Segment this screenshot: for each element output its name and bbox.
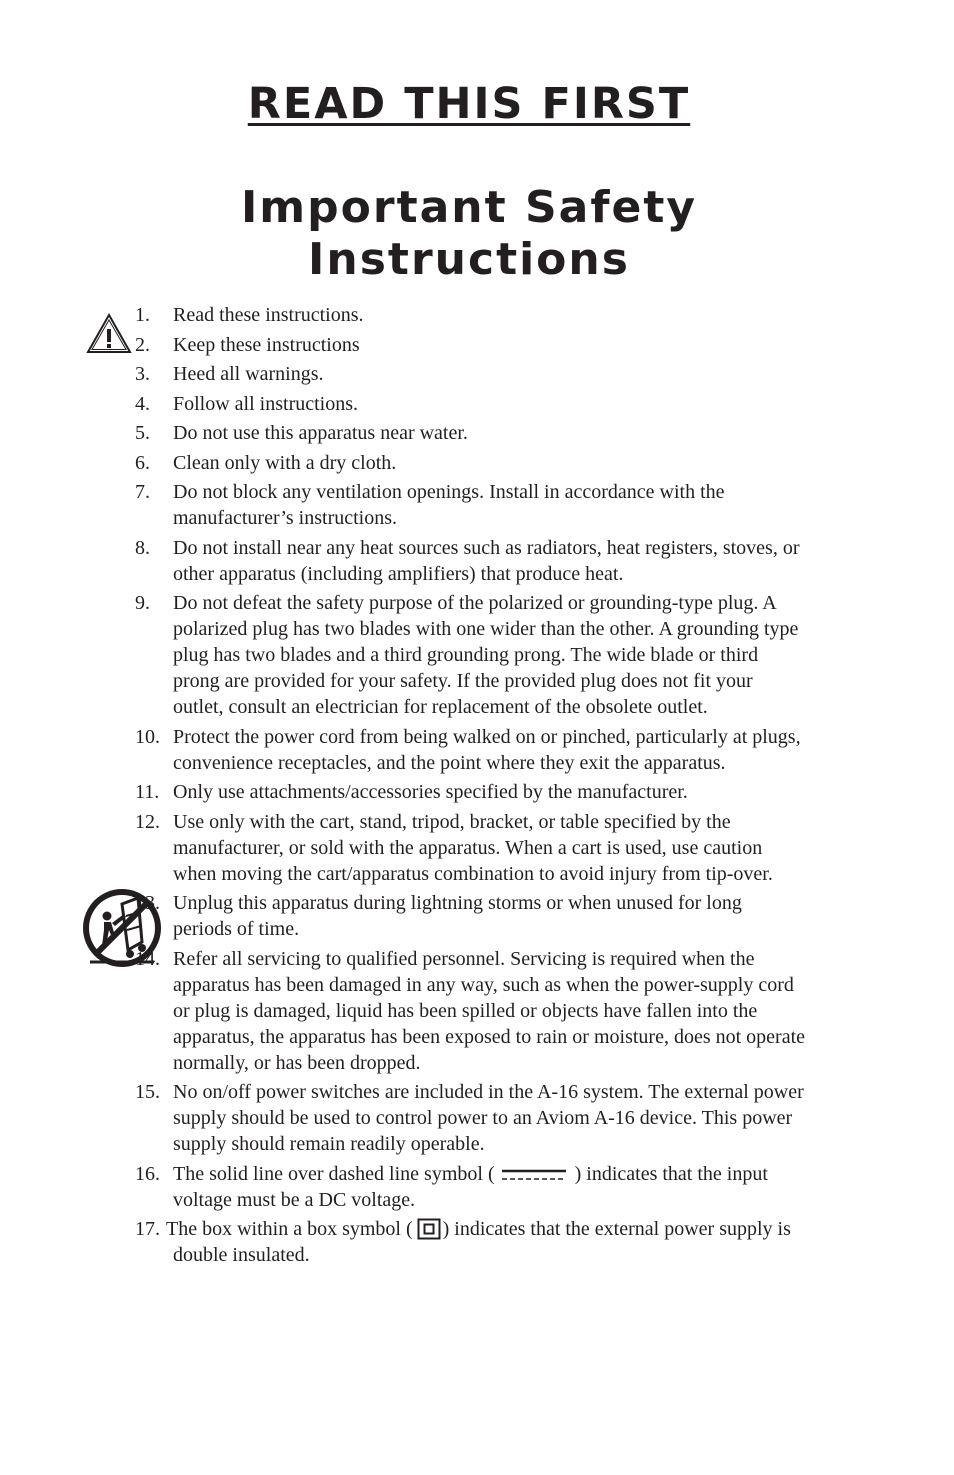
instruction-item [135, 420, 805, 446]
instruction-number: 5. [135, 422, 150, 444]
section-title-line-1: Important Safety [240, 182, 698, 233]
instruction-item [135, 1079, 805, 1157]
instruction-item [135, 590, 805, 720]
instruction-text: No on/off power switches are included in the A-16 system. The external power supply should be used to control power to an Aviom A-16 device. This power supply should remain readily operable. [173, 1081, 804, 1155]
instruction-text: Refer all servicing to qualified personnel. Servicing is required when the apparatus has been damaged in any way, such as when the power-supply cord or plug is damaged, liquid has been spilled or objects have fallen into the apparatus, the apparatus has been exposed to rain or moisture, does not operate normally, or has been dropped. [173, 947, 806, 1074]
instruction-number: 8. [135, 536, 150, 559]
warning-triangle-icon [86, 312, 132, 354]
page-title [0, 78, 938, 130]
instruction-text: Do not defeat the safety purpose of the polarized or grounding-type plug. A polarized plug has two blades with one wider than the other. A grounding type plug has two blades and a third grounding prong. The wide blade or third prong are provided for your safety. If the provided plug does not fit your outlet, consult an electrician for replacement of the obsolete outlet. [173, 592, 799, 718]
instruction-item [135, 724, 805, 776]
instruction-item [135, 479, 805, 531]
instruction-text: Read these instructions. [173, 304, 364, 326]
instruction-text: Keep these instructions [173, 333, 360, 356]
instruction-number: 6. [135, 451, 150, 474]
instruction-number: 15. [135, 1081, 160, 1103]
instruction-text: Only use attachments/accessories specified by the manufacturer. [173, 781, 688, 803]
instruction-text: Unplug this apparatus during lightning storms or when unused for long periods of time. [173, 892, 742, 940]
dc-voltage-symbol-icon [501, 1168, 567, 1182]
instruction-text: Do not use this apparatus near water. [173, 422, 468, 444]
instruction-number: 3. [135, 363, 150, 385]
instruction-text-after-symbol: ) indicates that the external power supply is double insulated. [173, 1218, 791, 1266]
instruction-text-after-symbol: ) indicates that the input voltage must be a DC voltage. [173, 1162, 768, 1211]
instruction-text: Heed all warnings. [173, 363, 324, 385]
instruction-number: 1. [135, 304, 150, 326]
instruction-number: 10. [135, 725, 160, 748]
instruction-item [135, 535, 805, 587]
instruction-item [135, 450, 805, 476]
instruction-number: 2. [135, 333, 150, 356]
instruction-item [135, 946, 805, 1076]
instruction-number: 14. [135, 947, 160, 970]
instruction-number: 7. [135, 481, 150, 503]
instruction-item [135, 1216, 805, 1268]
instruction-text: Clean only with a dry cloth. [173, 451, 397, 474]
instruction-item [135, 361, 805, 387]
section-title-line-2: Instructions [308, 234, 630, 285]
section-title [0, 182, 938, 286]
instruction-item [135, 1161, 805, 1213]
instruction-number: 11. [135, 781, 160, 803]
instruction-number: 16. [135, 1162, 160, 1185]
instruction-text: Follow all instructions. [173, 392, 358, 415]
instruction-number: 13. [135, 892, 160, 914]
instruction-number: 9. [135, 592, 150, 614]
double-insulated-box-icon [417, 1218, 441, 1240]
instruction-number: 4. [135, 392, 150, 415]
instruction-text-before-symbol: The box within a box symbol ( [166, 1218, 413, 1240]
instruction-number: 12. [135, 810, 160, 833]
instruction-item [135, 332, 805, 358]
instruction-text: Protect the power cord from being walked on or pinched, particularly at plugs, convenience receptacles, and the point where they exit the apparatus. [173, 725, 801, 774]
page-title-text: READ THIS FIRST [247, 79, 691, 129]
instruction-item [135, 391, 805, 417]
instruction-item [135, 809, 805, 887]
instruction-text: Do not block any ventilation openings. Install in accordance with the manufacturer’s instructions. [173, 481, 725, 529]
instruction-text: Use only with the cart, stand, tripod, bracket, or table specified by the manufacturer, or sold with the apparatus. When a cart is used, use caution when moving the cart/apparatus combination to avoid injury from tip-over. [173, 810, 773, 885]
instruction-item [135, 779, 805, 805]
instruction-text: Do not install near any heat sources such as radiators, heat registers, stoves, or other apparatus (including amplifiers) that produce heat. [173, 536, 800, 585]
instruction-text-before-symbol: The solid line over dashed line symbol ( [173, 1162, 495, 1185]
instruction-item [135, 302, 805, 328]
instruction-number: 17. [135, 1218, 160, 1240]
safety-instructions-list [135, 302, 805, 1272]
instruction-item [135, 890, 805, 942]
